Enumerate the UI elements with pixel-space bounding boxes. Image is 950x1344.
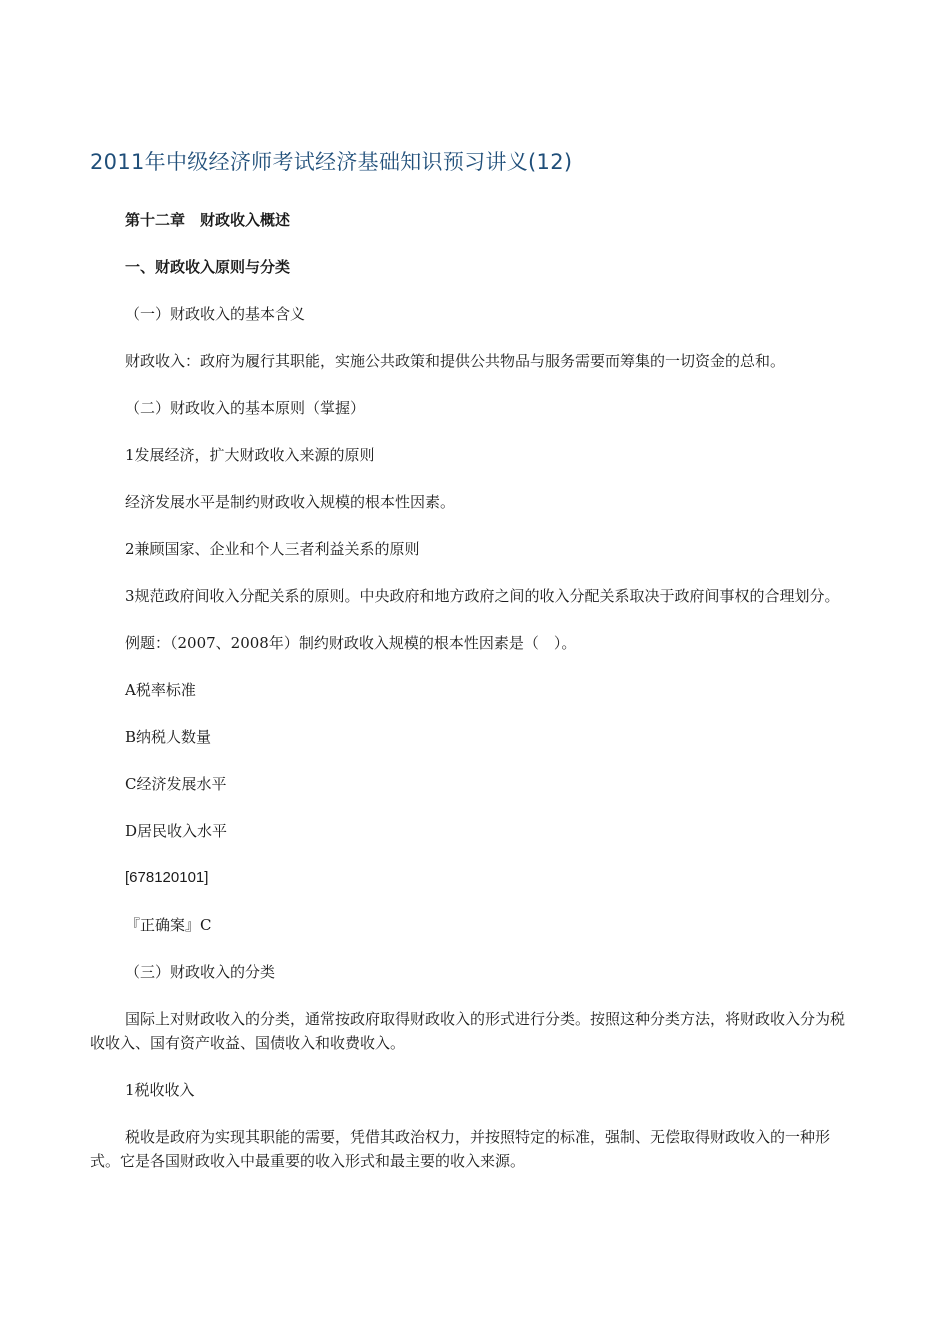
subsection-heading: （一）财政收入的基本含义 [125, 305, 306, 323]
answer-option: C经济发展水平 [125, 775, 227, 793]
section-heading: 一、财政收入原则与分类 [125, 258, 291, 276]
chapter-heading: 第十二章 财政收入概述 [125, 211, 291, 229]
principle-item: 3规范政府间收入分配关系的原则。中央政府和地方政府之间的收入分配关系取决于政府间事权的合理划分。 [125, 587, 840, 605]
subsection-heading: （二）财政收入的基本原则（掌握） [125, 399, 366, 417]
answer-option: B纳税人数量 [125, 728, 212, 746]
principle-item: 1发展经济，扩大财政收入来源的原则 [125, 446, 375, 464]
principle-item: 2兼顾国家、企业和个人三者利益关系的原则 [125, 540, 420, 558]
answer-option: D居民收入水平 [125, 822, 228, 840]
document-title: 2011年中级经济师考试经济基础知识预习讲义(12) [90, 150, 573, 174]
correct-answer: 『正确案』C [125, 916, 212, 934]
example-question: 例题：（2007、2008年）制约财政收入规模的根本性因素是（ ）。 [125, 634, 577, 652]
answer-option: A税率标准 [125, 681, 196, 699]
paragraph: 经济发展水平是制约财政收入规模的根本性因素。 [125, 493, 456, 511]
paragraph: 财政收入：政府为履行其职能，实施公共政策和提供公共物品与服务需要而筹集的一切资金的总和。 [125, 352, 786, 370]
subsection-heading: （三）财政收入的分类 [125, 963, 276, 981]
question-id: [678120101] [125, 869, 209, 886]
paragraph: 国际上对财政收入的分类，通常按政府取得财政收入的形式进行分类。按照这种分类方法，将财政收入分为税收收入、国有资产收益、国债收入和收费收入。 [90, 1010, 846, 1052]
document-body [90, 208, 858, 1196]
subsection-item: 1税收收入 [125, 1081, 195, 1099]
paragraph: 税收是政府为实现其职能的需要，凭借其政治权力，并按照特定的标准，强制、无偿取得财政收入的一种形式。它是各国财政收入中最重要的收入形式和最主要的收入来源。 [90, 1128, 831, 1170]
